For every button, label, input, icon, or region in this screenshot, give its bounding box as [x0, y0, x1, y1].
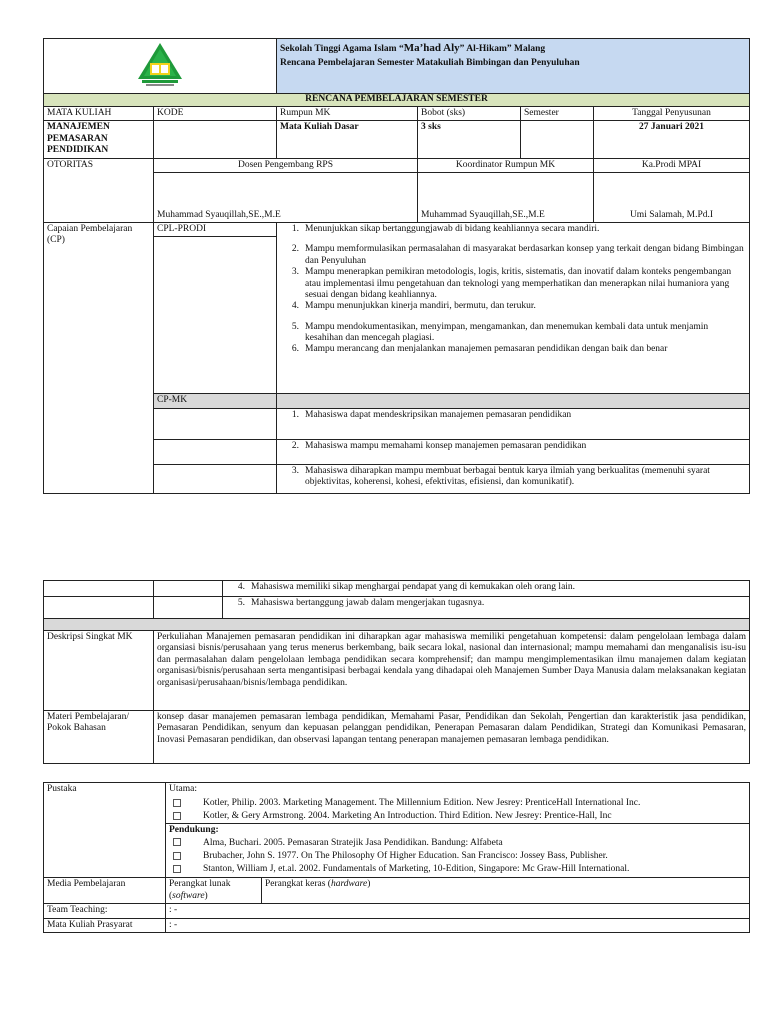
- cpl-item-text: Mampu merancang dan menjalankan manajemen pemasaran pendidikan dengan baik dan benar: [305, 344, 668, 355]
- label-pustaka: Pustaka: [44, 783, 166, 878]
- cpl-item-number: 2.: [291, 244, 299, 255]
- cpmk-item-text: Mahasiswa dapat mendeskripsikan manajemen pemasaran pendidikan: [305, 409, 572, 420]
- logo-cell: [44, 39, 277, 94]
- cpmk-line: [281, 410, 745, 421]
- value-semester: [521, 121, 594, 158]
- header-title-cell: [277, 39, 750, 94]
- cpl-item-text: Mampu menerapkan pemikiran metodologis, logis, kritis, sistematis, dan inovatif dalam konteks pengembangan atau implementasi ilmu pengetahuan dan teknologi yang memperhatikan dan menerapkan nilai humaniora yang sesuai dengan bidang keahliannya.: [305, 267, 732, 300]
- label-kode: KODE: [154, 107, 277, 121]
- cpl-item-number: 4.: [291, 301, 299, 312]
- cont-spacer: [154, 581, 223, 597]
- media-keras: [262, 878, 750, 904]
- pustaka-pendukung-item: [169, 864, 746, 875]
- label-media: Media Pembelajaran: [44, 878, 166, 904]
- cpl-item: [281, 267, 745, 301]
- cont-spacer: [44, 597, 154, 619]
- media-keras-close: ): [367, 879, 371, 890]
- school-name: [280, 42, 746, 55]
- label-rumpun: Rumpun MK: [277, 107, 418, 121]
- name-kaprodi: [594, 172, 750, 222]
- label-mata-kuliah: MATA KULIAH: [44, 107, 154, 121]
- school-name-main: Ma’had Aly: [403, 42, 460, 54]
- pustaka-pendukung-item: [169, 851, 746, 862]
- name-dosen-text: Muhammad Syauqillah,SE.,M.E: [157, 209, 281, 220]
- pustaka-utama-item: [169, 798, 746, 809]
- role-koordinator: Koordinator Rumpun MK: [418, 158, 594, 172]
- pustaka-pendukung-item: [169, 838, 746, 849]
- name-koordinator: [418, 172, 594, 222]
- cpl-item-number: 5.: [291, 321, 299, 332]
- cont-spacer: [44, 581, 154, 597]
- label-cp: Capaian Pembelajaran (CP): [44, 222, 154, 493]
- cpmk-line: [281, 441, 745, 452]
- cpmk-item-text: Mahasiswa memiliki sikap menghargai pendapat yang di kemukakan oleh orang lain.: [251, 582, 576, 592]
- value-mata-kuliah: MANAJEMEN PEMASARAN PENDIDIKAN: [44, 121, 154, 158]
- name-dosen: [154, 172, 418, 222]
- pustaka-pendukung-text: Stanton, William J, et.al. 2002. Fundamentals of Marketing, 10-Edition, Singapore: Mc Graw-Hill International.: [203, 864, 630, 875]
- media-lunak: Perangkat lunak (software): [166, 878, 262, 904]
- value-kode: [154, 121, 277, 158]
- label-team-teaching: Team Teaching:: [44, 904, 166, 918]
- bullet-box-icon: [173, 838, 181, 846]
- cpl-item-text: Mampu mendokumentasikan, menyimpan, mengamankan, dan menemukan kembali data untuk menjamin kesahihan dan mencegah plagiasi.: [305, 321, 709, 344]
- cpmk-item-number: 5.: [237, 598, 245, 608]
- cpl-item-number: 1.: [291, 223, 299, 234]
- label-otoritas: OTORITAS: [44, 158, 154, 172]
- cpl-items-cell: [277, 222, 750, 393]
- rps-main-table: [43, 38, 750, 494]
- deskripsi-text: Perkuliahan Manajemen pemasaran pendidikan ini diharapkan agar mahasiswa memiliki pengetahuan kompetensi: dalam pengelolaan lembaga dalam organsiasi bisnis/perusahaan yang terus menerus berkembang, baik secara lokal, nasional dan internasional; mampu memahami dan menganalisis isu-isu dan permasalahan dalam pengelolaan lembaga pendidikan secara komprehensif; dan mampu mengimplementasikan ilmu manajemen dalam kegiatan organisasi/bisnis/perusahaan serta mengantisipasi berbagai kendala yang dihadapai oleh Manajemen Sumber Daya Manusia dalam melaksanakan kegiatan organisasi/perusahaan/bisnis/lembaga pendidikan.: [154, 631, 750, 711]
- school-name-pre: Sekolah Tinggi Agama Islam “: [280, 44, 404, 54]
- role-kaprodi: Ka.Prodi MPAI: [594, 158, 750, 172]
- cpmk-item-number: 3.: [291, 465, 299, 476]
- label-cpl-prodi: CPL-PRODI: [154, 222, 277, 236]
- separator-row: [44, 619, 750, 631]
- role-dosen: Dosen Pengembang RPS: [154, 158, 418, 172]
- label-cp-mk: CP-MK: [154, 394, 277, 408]
- media-keras-label: Perangkat keras (: [265, 879, 331, 890]
- cpmk-item-text: Mahasiswa diharapkan mampu membuat berbagai bentuk karya ilmiah yang berkualitas (memenuhi syarat objektivitas, koherensi, kohesi, efektivitas, efisiensi, dan komunikatif).: [305, 465, 710, 488]
- pustaka-pendukung-text: Alma, Buchari. 2005. Pemasaran Stratejik Jasa Pendidikan. Bandung: Alfabeta: [203, 837, 503, 848]
- school-logo: [128, 41, 192, 91]
- pustaka-pendukung-label: Pendukung:: [169, 825, 219, 836]
- cpmk-spacer: [154, 408, 277, 439]
- cont-spacer: [154, 597, 223, 619]
- pustaka-utama-item: [169, 811, 746, 822]
- cpmk-item-number: 1.: [291, 409, 299, 420]
- pustaka-utama-text: Kotler, Philip. 2003. Marketing Management. The Millennium Edition. New Jesrey: PrenticeHall International Inc.: [203, 798, 641, 809]
- cpmk-line: [227, 598, 745, 609]
- value-prasyarat: : -: [166, 918, 750, 932]
- bullet-box-icon: [173, 865, 181, 873]
- name-koordinator-text: Muhammad Syauqillah,SE.,M.E: [421, 209, 545, 220]
- pustaka-utama-cell: [166, 783, 750, 824]
- media-lunak-label: Perangkat lunak: [169, 879, 231, 890]
- cpl-item: [281, 244, 745, 267]
- cpmk-item-4: [223, 581, 750, 597]
- value-rumpun: Mata Kuliah Dasar: [277, 121, 418, 158]
- cpmk-item-number: 2.: [291, 440, 299, 451]
- materi-text: konsep dasar manajemen pemasaran lembaga pendidikan, Memahami Pasar, Pendidikan dan Sekolah, Pengertian dan karakteristik jasa pendidikan, Pemasaran Pendidikan, senyum dan kepuasan pelanggan pendidikan, Penerapan Pemasaran dalam Pendidikan, Strategi dan Komunikasi Pemasaran, Inovasi Pemasaran pendidikan, dan observasi lapangan tentang penerapan manajemen pemasaran lembaga pendidikan.: [154, 711, 750, 764]
- pustaka-pendukung-cell: [166, 824, 750, 878]
- document-subtitle: Rencana Pembelajaran Semester Matakuliah Bimbingan dan Penyuluhan: [280, 58, 580, 69]
- cpmk-item-1: [277, 408, 750, 439]
- cpl-item-text: Mampu menunjukkan kinerja mandiri, bermutu, dan terukur.: [305, 301, 536, 312]
- rps-pustaka-table: [43, 782, 750, 933]
- cp-mk-header-blank: [277, 394, 750, 408]
- cpl-item: [281, 301, 745, 312]
- cpl-item: [281, 322, 745, 345]
- cpmk-item-5: [223, 597, 750, 619]
- value-tanggal: 27 Januari 2021: [594, 121, 750, 158]
- cpl-item-number: 6.: [291, 344, 299, 355]
- label-prasyarat: Mata Kuliah Prasyarat: [44, 918, 166, 932]
- bullet-box-icon: [173, 799, 181, 807]
- cpmk-spacer: [154, 464, 277, 493]
- media-lunak-italic: software: [172, 890, 205, 901]
- otoritas-spacer: [44, 172, 154, 222]
- cpmk-spacer: [154, 439, 277, 464]
- rps-title: RENCANA PEMBELAJARAN SEMESTER: [44, 94, 750, 107]
- name-kaprodi-text: Umi Salamah, M.Pd.I: [629, 209, 714, 220]
- label-deskripsi: Deskripsi Singkat MK: [44, 631, 154, 711]
- cpmk-item-3: [277, 464, 750, 493]
- pustaka-utama-text: Kotler, & Gery Armstrong. 2004. Marketing An Introduction. Third Edition. New Jesrey: Prentice-Hall, Inc: [203, 810, 612, 821]
- cpl-item-text: Mampu memformulasikan permasalahan di masyarakat berdasarkan konsep yang terkait dengan bidang Bimbingan dan Penyuluhan: [305, 244, 744, 266]
- cpl-item-text: Menunjukkan sikap bertanggungjawab di bidang keahliannya secara mandiri.: [305, 223, 600, 234]
- label-tanggal: Tanggal Penyusunan: [594, 107, 750, 121]
- cpmk-item-text: Mahasiswa bertanggung jawab dalam mengerjakan tugasnya.: [251, 598, 485, 608]
- bullet-box-icon: [173, 812, 181, 820]
- bullet-box-icon: [173, 852, 181, 860]
- pustaka-pendukung-text: Brubacher, John S. 1977. On The Philosophy Of Higher Education. San Francisco: Jossey Bass, Publisher.: [203, 850, 608, 861]
- cpmk-item-2: [277, 439, 750, 464]
- label-bobot: Bobot (sks): [418, 107, 521, 121]
- pustaka-utama-label: Utama:: [169, 784, 197, 794]
- cpmk-item-text: Mahasiswa mampu memahami konsep manajemen pemasaran pendidikan: [305, 440, 587, 451]
- value-team-teaching: : -: [166, 904, 750, 918]
- cpl-item-number: 3.: [291, 267, 299, 278]
- rps-continuation-table: [43, 580, 750, 764]
- school-name-post: ” Al-Hikam” Malang: [459, 44, 546, 54]
- label-semester: Semester: [521, 107, 594, 121]
- cpl-spacer: [154, 237, 277, 394]
- media-keras-italic: hardware: [330, 879, 368, 890]
- label-materi: Materi Pembelajaran/ Pokok Bahasan: [44, 711, 154, 764]
- value-bobot: 3 sks: [418, 121, 521, 158]
- cpl-item: [281, 344, 745, 355]
- cpmk-item-number: 4.: [237, 582, 245, 592]
- cpmk-line: [281, 466, 745, 489]
- cpmk-line: [227, 582, 745, 593]
- cpl-item: [281, 224, 745, 235]
